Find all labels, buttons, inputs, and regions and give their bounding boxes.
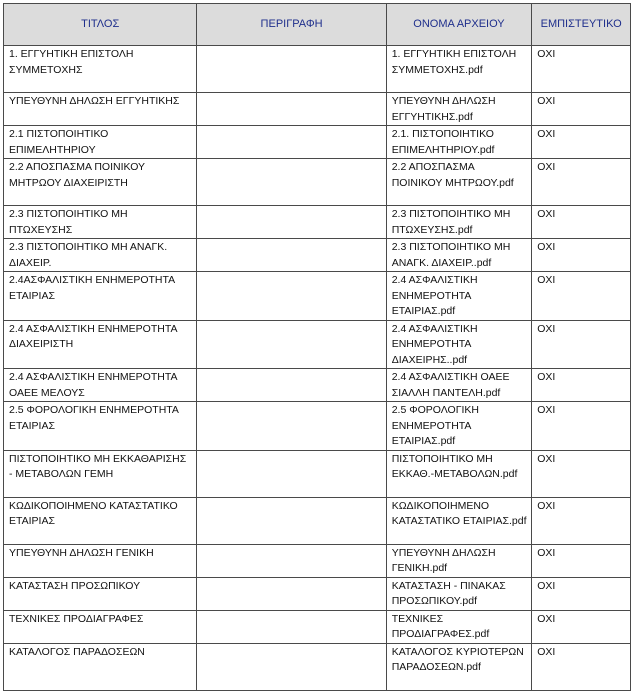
cell-title: 2.1 ΠΙΣΤΟΠΟΙΗΤΙΚΟ ΕΠΙΜΕΛΗΤΗΡΙΟΥ: [4, 126, 197, 159]
header-filename: ΟΝΟΜΑ ΑΡΧΕΙΟΥ: [386, 4, 532, 46]
cell-confidential: ΟΧΙ: [532, 93, 631, 126]
cell-filename: ΥΠΕΥΘΥΝΗ ΔΗΛΩΣΗ ΓΕΝΙΚΗ.pdf: [386, 544, 532, 577]
cell-filename: ΠΙΣΤΟΠΟΙΗΤΙΚΟ ΜΗ ΕΚΚΑΘ.-ΜΕΤΑΒΟΛΩΝ.pdf: [386, 450, 532, 497]
cell-confidential: ΟΧΙ: [532, 46, 631, 93]
table-row: [4, 402, 631, 451]
header-description: ΠΕΡΙΓΡΑΦΗ: [197, 4, 386, 46]
cell-confidential: ΟΧΙ: [532, 320, 631, 369]
cell-title: ΠΙΣΤΟΠΟΙΗΤΙΚΟ ΜΗ ΕΚΚΑΘΑΡΙΣΗΣ - ΜΕΤΑΒΟΛΩΝ ΓΕΜΗ: [4, 450, 197, 497]
table-row: [4, 46, 631, 93]
cell-confidential: ΟΧΙ: [532, 159, 631, 206]
table-row: [4, 544, 631, 577]
cell-filename: 2.3 ΠΙΣΤΟΠΟΙΗΤΙΚΟ ΜΗ ΠΤΩΧΕΥΣΗΣ.pdf: [386, 206, 532, 239]
cell-description: [197, 272, 386, 321]
cell-description: [197, 544, 386, 577]
cell-filename: ΚΑΤΑΛΟΓΟΣ ΚΥΡΙΟΤΕΡΩΝ ΠΑΡΑΔΟΣΕΩΝ.pdf: [386, 643, 532, 690]
cell-filename: ΤΕΧΝΙΚΕΣ ΠΡΟΔΙΑΓΡΑΦΕΣ.pdf: [386, 610, 532, 643]
cell-title: 2.5 ΦΟΡΟΛΟΓΙΚΗ ΕΝΗΜΕΡΟΤΗΤΑ ΕΤΑΙΡΙΑΣ: [4, 402, 197, 451]
table-row: [4, 643, 631, 690]
cell-title: 2.4 ΑΣΦΑΛΙΣΤΙΚΗ ΕΝΗΜΕΡΟΤΗΤΑ ΔΙΑΧΕΙΡΙΣΤΗ: [4, 320, 197, 369]
table-row: [4, 206, 631, 239]
cell-description: [197, 610, 386, 643]
table-row: [4, 126, 631, 159]
cell-title: 2.3 ΠΙΣΤΟΠΟΙΗΤΙΚΟ ΜΗ ΑΝΑΓΚ. ΔΙΑΧΕΙΡ.: [4, 239, 197, 272]
cell-description: [197, 126, 386, 159]
table-row: [4, 610, 631, 643]
header-title: ΤΙΤΛΟΣ: [4, 4, 197, 46]
header-confidential: ΕΜΠΙΣΤΕΥΤΙΚΟ: [532, 4, 631, 46]
table-row: [4, 450, 631, 497]
cell-confidential: ΟΧΙ: [532, 577, 631, 610]
cell-filename: 2.4 ΑΣΦΑΛΙΣΤΙΚΗ ΕΝΗΜΕΡΟΤΗΤΑ ΕΤΑΙΡΙΑΣ.pdf: [386, 272, 532, 321]
cell-confidential: ΟΧΙ: [532, 239, 631, 272]
table-row: [4, 159, 631, 206]
cell-filename: 2.1. ΠΙΣΤΟΠΟΙΗΤΙΚΟ ΕΠΙΜΕΛΗΤΗΡΙΟΥ.pdf: [386, 126, 532, 159]
documents-table: [3, 3, 631, 691]
cell-confidential: ΟΧΙ: [532, 643, 631, 690]
cell-title: ΚΩΔΙΚΟΠΟΙΗΜΕΝΟ ΚΑΤΑΣΤΑΤΙΚΟ ΕΤΑΙΡΙΑΣ: [4, 497, 197, 544]
cell-title: 2.2 ΑΠΟΣΠΑΣΜΑ ΠΟΙΝΙΚΟΥ ΜΗΤΡΩΟΥ ΔΙΑΧΕΙΡΙΣΤΗ: [4, 159, 197, 206]
cell-title: ΚΑΤΑΛΟΓΟΣ ΠΑΡΑΔΟΣΕΩΝ: [4, 643, 197, 690]
cell-confidential: ΟΧΙ: [532, 497, 631, 544]
cell-title: 2.4 ΑΣΦΑΛΙΣΤΙΚΗ ΕΝΗΜΕΡΟΤΗΤΑ ΟΑΕΕ ΜΕΛΟΥΣ: [4, 369, 197, 402]
cell-filename: ΚΑΤΑΣΤΑΣΗ - ΠΙΝΑΚΑΣ ΠΡΟΣΩΠΙΚΟΥ.pdf: [386, 577, 532, 610]
cell-title: 2.4ΑΣΦΑΛΙΣΤΙΚΗ ΕΝΗΜΕΡΟΤΗΤΑ ΕΤΑΙΡΙΑΣ: [4, 272, 197, 321]
cell-description: [197, 643, 386, 690]
cell-confidential: ΟΧΙ: [532, 544, 631, 577]
cell-title: ΚΑΤΑΣΤΑΣΗ ΠΡΟΣΩΠΙΚΟΥ: [4, 577, 197, 610]
cell-description: [197, 577, 386, 610]
cell-description: [197, 93, 386, 126]
cell-title: ΤΕΧΝΙΚΕΣ ΠΡΟΔΙΑΓΡΑΦΕΣ: [4, 610, 197, 643]
cell-filename: ΚΩΔΙΚΟΠΟΙΗΜΕΝΟ ΚΑΤΑΣΤΑΤΙΚΟ ΕΤΑΙΡΙΑΣ.pdf: [386, 497, 532, 544]
cell-confidential: ΟΧΙ: [532, 450, 631, 497]
table-row: [4, 369, 631, 402]
cell-confidential: ΟΧΙ: [532, 206, 631, 239]
table-row: [4, 93, 631, 126]
header-row: [4, 4, 631, 46]
cell-description: [197, 239, 386, 272]
cell-description: [197, 369, 386, 402]
cell-filename: 2.4 ΑΣΦΑΛΙΣΤΙΚΗ ΟΑΕΕ ΣΙΑΛΛΗ ΠΑΝΤΕΛΗ.pdf: [386, 369, 532, 402]
table-row: [4, 239, 631, 272]
cell-title: ΥΠΕΥΘΥΝΗ ΔΗΛΩΣΗ ΓΕΝΙΚΗ: [4, 544, 197, 577]
table-row: [4, 272, 631, 321]
cell-description: [197, 497, 386, 544]
table-header: [4, 4, 631, 46]
cell-description: [197, 402, 386, 451]
cell-confidential: ΟΧΙ: [532, 369, 631, 402]
cell-filename: 2.3 ΠΙΣΤΟΠΟΙΗΤΙΚΟ ΜΗ ΑΝΑΓΚ. ΔΙΑΧΕΙΡ..pdf: [386, 239, 532, 272]
table-row: [4, 577, 631, 610]
cell-description: [197, 450, 386, 497]
cell-confidential: ΟΧΙ: [532, 272, 631, 321]
cell-title: 2.3 ΠΙΣΤΟΠΟΙΗΤΙΚΟ ΜΗ ΠΤΩΧΕΥΣΗΣ: [4, 206, 197, 239]
cell-description: [197, 320, 386, 369]
cell-description: [197, 159, 386, 206]
table-row: [4, 320, 631, 369]
cell-description: [197, 46, 386, 93]
cell-filename: ΥΠΕΥΘΥΝΗ ΔΗΛΩΣΗ ΕΓΓΥΗΤΙΚΗΣ.pdf: [386, 93, 532, 126]
cell-filename: 2.5 ΦΟΡΟΛΟΓΙΚΗ ΕΝΗΜΕΡΟΤΗΤΑ ΕΤΑΙΡΙΑΣ.pdf: [386, 402, 532, 451]
cell-title: ΥΠΕΥΘΥΝΗ ΔΗΛΩΣΗ ΕΓΓΥΗΤΙΚΗΣ: [4, 93, 197, 126]
cell-filename: 2.2 ΑΠΟΣΠΑΣΜΑ ΠΟΙΝΙΚΟΥ ΜΗΤΡΩΟΥ.pdf: [386, 159, 532, 206]
cell-confidential: ΟΧΙ: [532, 402, 631, 451]
cell-confidential: ΟΧΙ: [532, 610, 631, 643]
cell-confidential: ΟΧΙ: [532, 126, 631, 159]
table-row: [4, 497, 631, 544]
cell-filename: 1. ΕΓΓΥΗΤΙΚΗ ΕΠΙΣΤΟΛΗ ΣΥΜΜΕΤΟΧΗΣ.pdf: [386, 46, 532, 93]
cell-title: 1. ΕΓΓΥΗΤΙΚΗ ΕΠΙΣΤΟΛΗ ΣΥΜΜΕΤΟΧΗΣ: [4, 46, 197, 93]
cell-filename: 2.4 ΑΣΦΑΛΙΣΤΙΚΗ ΕΝΗΜΕΡΟΤΗΤΑ ΔΙΑΧΕΙΡΗΣ..pdf: [386, 320, 532, 369]
table-body: [4, 46, 631, 691]
cell-description: [197, 206, 386, 239]
